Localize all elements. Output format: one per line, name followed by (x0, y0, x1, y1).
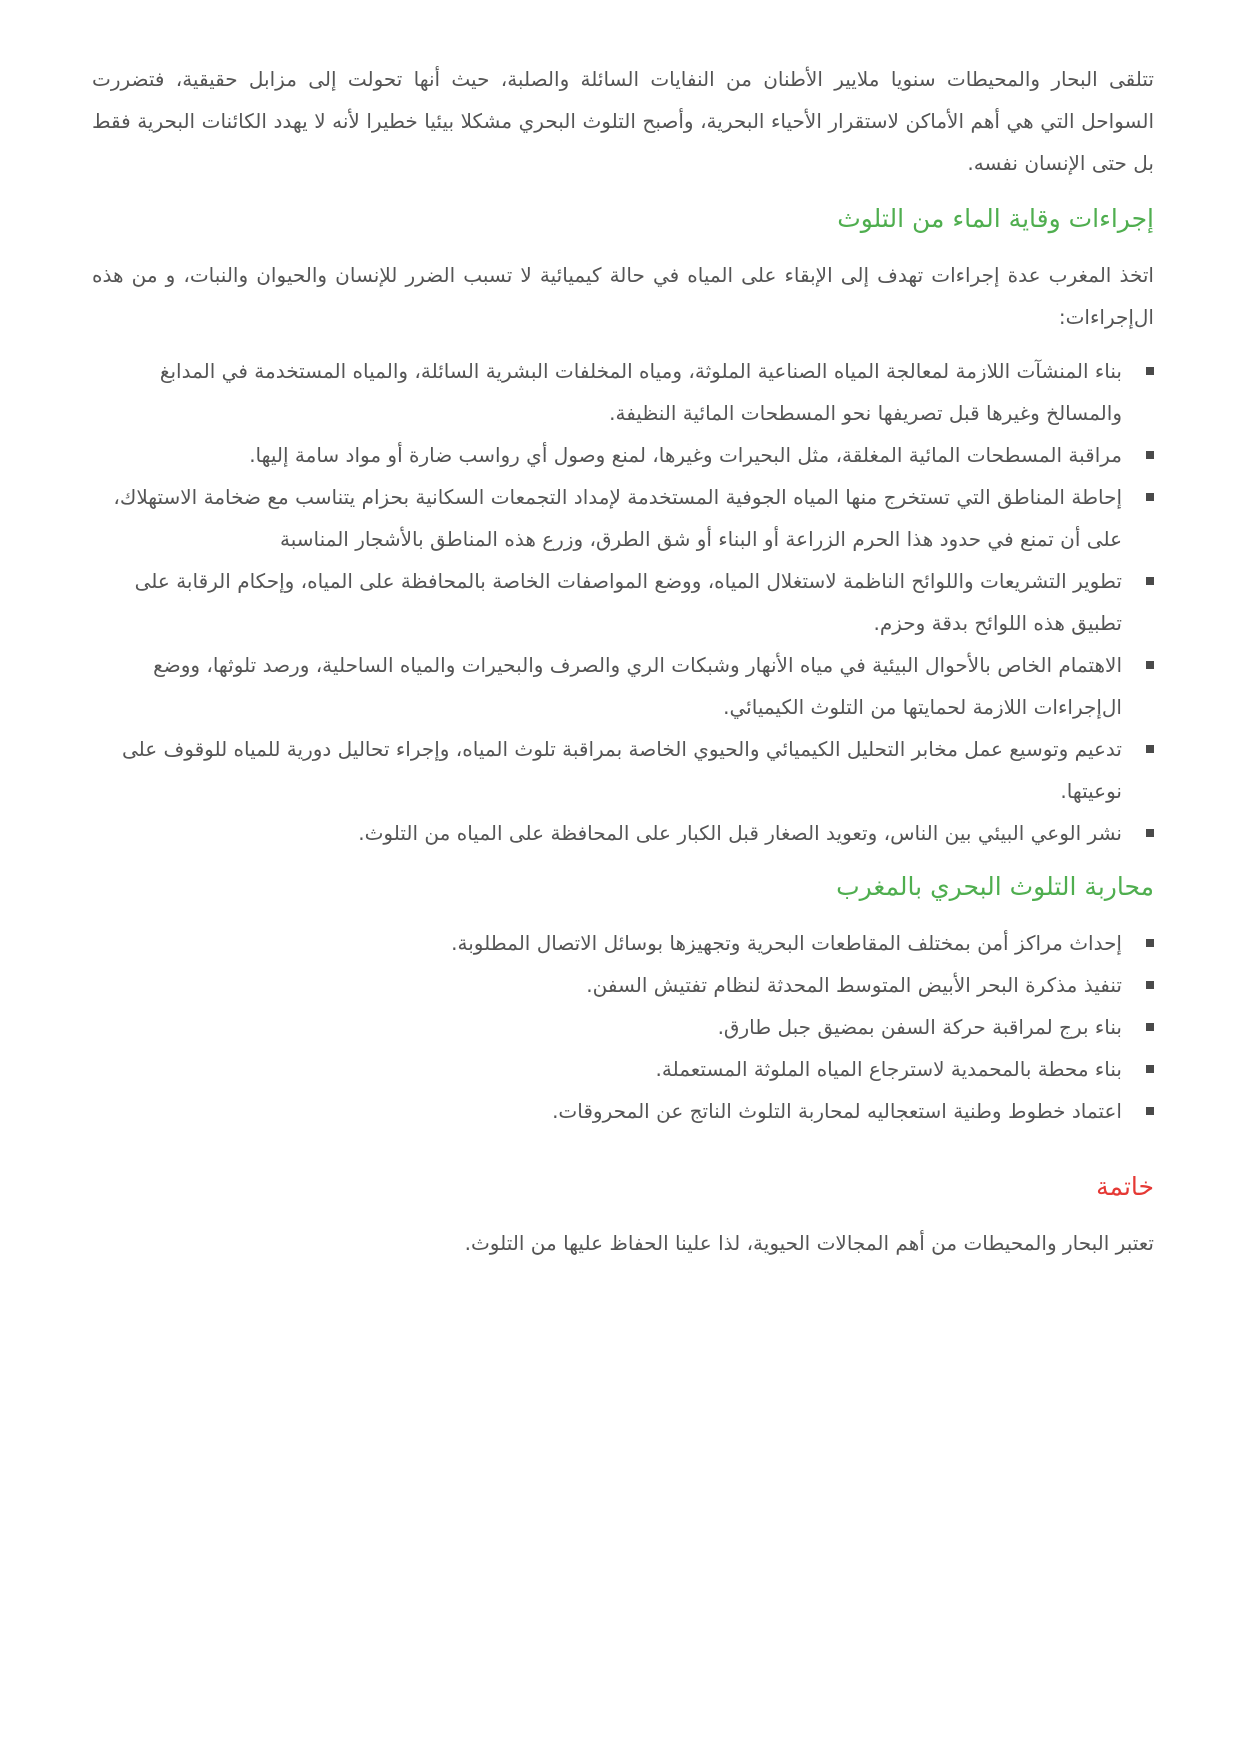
section-heading-water-protection: إجراءات وقاية الماء من التلوث (837, 204, 1154, 233)
square-bullet-icon (1146, 939, 1154, 947)
list-item (92, 560, 1122, 644)
conclusion-paragraph: تعتبر البحار والمحيطات من أهم المجالات الحيوية، لذا علينا الحفاظ عليها من التلوث. (464, 1231, 1154, 1255)
list-item (92, 434, 1122, 476)
list-item-text: اعتماد خطوط وطنية استعجاليه لمحاربة التلوث الناتج عن المحروقات. (552, 1099, 1122, 1123)
square-bullet-icon (1146, 829, 1154, 837)
square-bullet-icon (1146, 1065, 1154, 1073)
square-bullet-icon (1146, 661, 1154, 669)
list-item (92, 476, 1122, 560)
list-item (92, 728, 1122, 812)
section-heading-marine-pollution: محاربة التلوث البحري بالمغرب (836, 872, 1154, 901)
document-page (92, 58, 1154, 1276)
square-bullet-icon (1146, 981, 1154, 989)
marine-pollution-list (92, 922, 1154, 1132)
list-item-text: مراقبة المسطحات المائية المغلقة، مثل البحيرات وغيرها، لمنع وصول أي رواسب ضارة أو مواد سامة إليها. (249, 443, 1122, 467)
list-item-text: بناء المنشآت اللازمة لمعالجة المياه الصناعية الملوثة، ومياه المخلفات البشرية السائلة، والمياه المستخدمة في المدابغ والمسالخ وغيرها قبل تصريفها نحو المسطحات المائية النظيفة. (159, 359, 1122, 425)
list-item (92, 1090, 1122, 1132)
square-bullet-icon (1146, 1107, 1154, 1115)
list-item (92, 350, 1122, 434)
list-item (92, 1006, 1122, 1048)
square-bullet-icon (1146, 577, 1154, 585)
list-item (92, 964, 1122, 1006)
list-item-text: تدعيم وتوسيع عمل مخابر التحليل الكيميائي والحيوي الخاصة بمراقبة تلوث المياه، وإجراء تحاليل دورية للمياه للوقوف على نوعيتها. (121, 737, 1122, 803)
square-bullet-icon (1146, 493, 1154, 501)
intro-paragraph: تتلقى البحار والمحيطات سنويا ملايير الأطنان من النفايات السائلة والصلبة، حيث أنها تحولت إلى مزابل حقيقية، فتضررت السواحل التي هي أهم الأماكن لاستقرار الأحياء البحرية، وأصبح التلوث البحري مشكلا بيئيا خطيرا لأنه لا يهدد الكائنات البحرية فقط بل حتى الإنسان نفسه. (92, 67, 1154, 175)
square-bullet-icon (1146, 451, 1154, 459)
list-item-text: إحاطة المناطق التي تستخرج منها المياه الجوفية المستخدمة لإمداد التجمعات السكانية بحزام يتناسب مع ضخامة الاستهلاك، على أن تمنع في حدود هذا الحرم الزراعة أو البناء أو شق الطرق، وزرع هذه المناطق بالأشجار المناسبة (113, 485, 1122, 551)
list-item (92, 812, 1122, 854)
square-bullet-icon (1146, 367, 1154, 375)
square-bullet-icon (1146, 745, 1154, 753)
list-item-text: تطوير التشريعات واللوائح الناظمة لاستغلال المياه، ووضع المواصفات الخاصة بالمحافظة على المياه، وإحكام الرقابة على تطبيق هذه اللوائح بدقة وحزم. (134, 569, 1122, 635)
list-item-text: الاهتمام الخاص بالأحوال البيئية في مياه الأنهار وشبكات الري والصرف والبحيرات والمياه الساحلية، ورصد تلوثها، ووضع ال‌إجراءات اللازمة لحمايتها من التلوث الكيميائي. (153, 653, 1122, 719)
water-protection-paragraph: اتخذ المغرب عدة إجراءات تهدف إلى الإبقاء على المياه في حالة كيميائية لا تسبب الضرر للإنسان والحيوان والنبات، و من هذه ال‌إجراءات: (92, 263, 1154, 329)
list-item (92, 922, 1122, 964)
water-protection-list (92, 350, 1154, 854)
list-item-text: بناء محطة بالمحمدية لاسترجاع المياه الملوثة المستعملة. (655, 1057, 1122, 1081)
list-item-text: نشر الوعي البيئي بين الناس، وتعويد الصغار قبل الكبار على المحافظة على المياه من التلوث. (358, 821, 1122, 845)
list-item-text: بناء برج لمراقبة حركة السفن بمضيق جبل طارق. (717, 1015, 1122, 1039)
list-item-text: تنفيذ مذكرة البحر الأبيض المتوسط المحدثة لنظام تفتيش السفن. (586, 973, 1122, 997)
section-spacer (92, 1142, 1154, 1164)
list-item (92, 644, 1122, 728)
conclusion-heading: خاتمة (1096, 1172, 1154, 1201)
square-bullet-icon (1146, 1023, 1154, 1031)
list-item-text: إحداث مراكز أمن بمختلف المقاطعات البحرية وتجهيزها بوسائل الاتصال المطلوبة. (451, 931, 1122, 955)
list-item (92, 1048, 1122, 1090)
